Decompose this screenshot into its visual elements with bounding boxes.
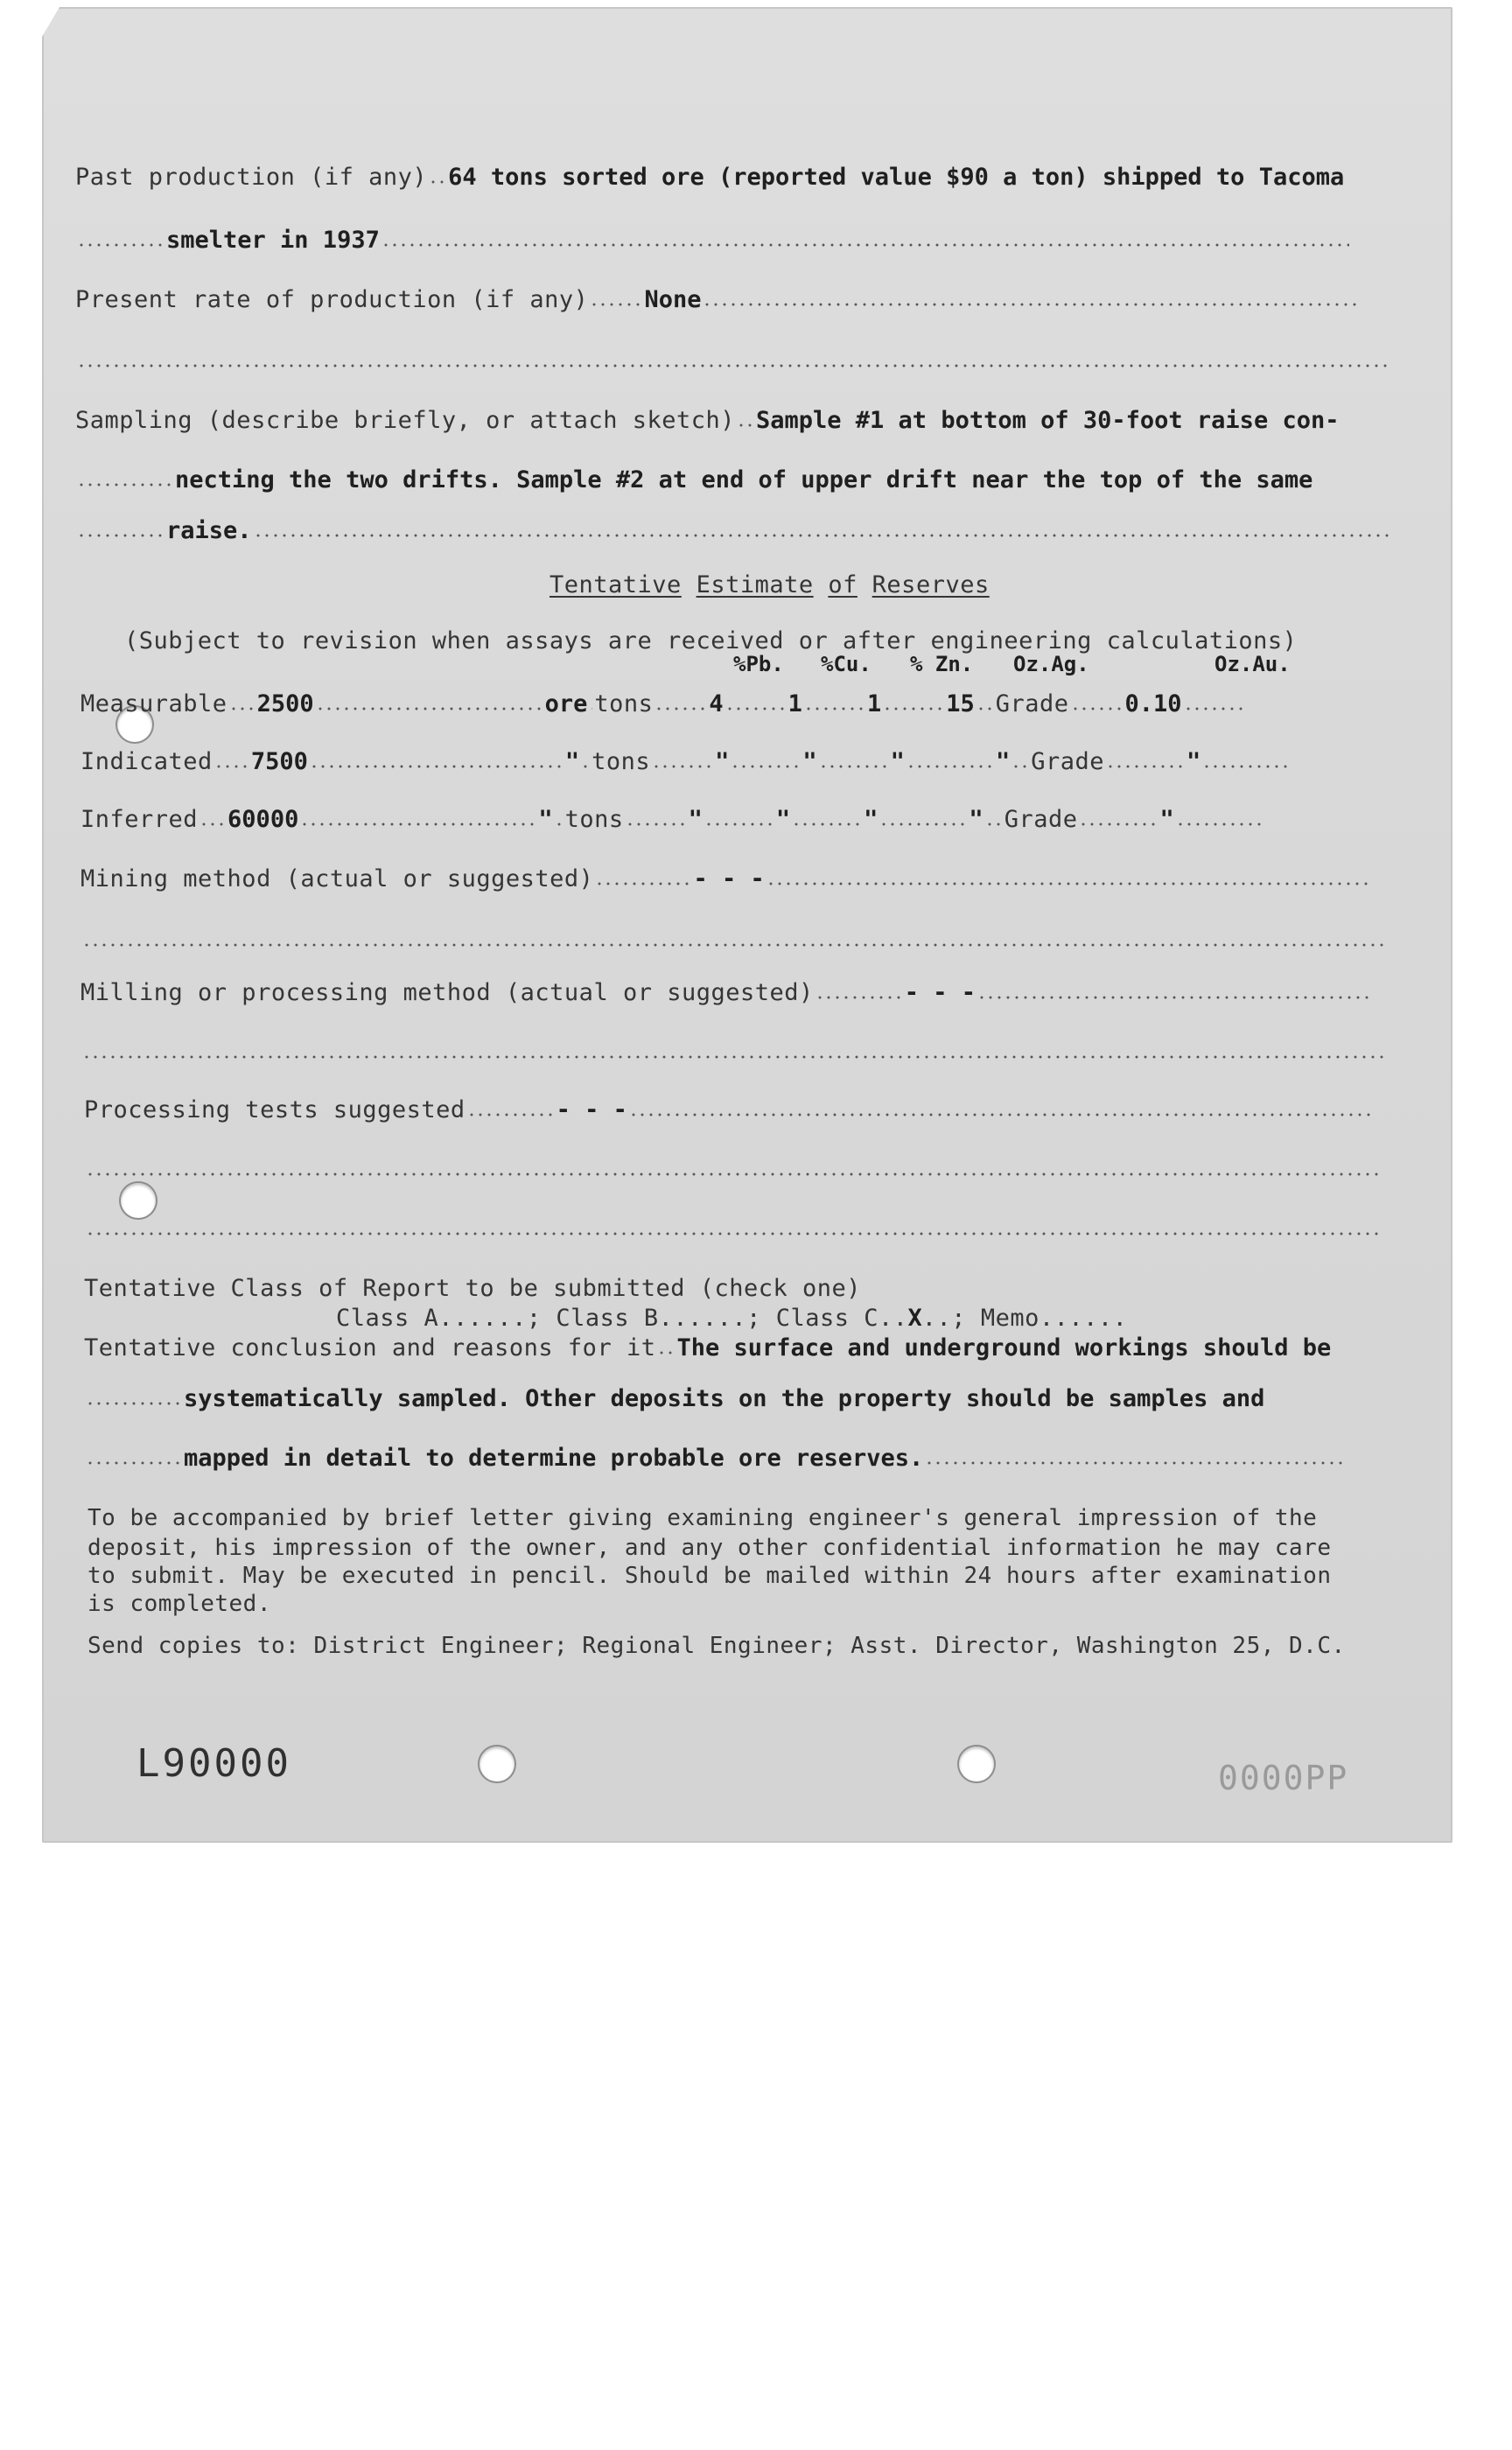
reserve-row-indicated xyxy=(80,747,1292,777)
row-amount: 60000 xyxy=(228,806,299,833)
instructions-line-4: is completed. xyxy=(88,1591,271,1617)
row-unit: tons xyxy=(592,748,651,775)
milling-method-value: - - - xyxy=(904,979,976,1006)
row-material: " xyxy=(538,806,553,833)
col-header-zn: % Zn. xyxy=(910,652,974,676)
class-c-check-mark: X xyxy=(907,1305,922,1332)
processing-tests-line-3 xyxy=(84,1214,1382,1244)
present-rate-line-1 xyxy=(75,285,1361,315)
past-production-line-1 xyxy=(75,163,1344,192)
past-production-line-2 xyxy=(75,226,1351,256)
past-production-value-2: smelter in 1937 xyxy=(166,227,380,254)
row-pb: " xyxy=(688,806,703,833)
instructions-line-2: deposit, his impression of the owner, and any other confidential information he may care xyxy=(88,1535,1332,1561)
processing-tests-value: - - - xyxy=(556,1096,627,1124)
reserves-heading-word-3: of xyxy=(828,571,858,598)
row-amount: 2500 xyxy=(256,690,314,718)
instructions-line-1: To be accompanied by brief letter giving examining engineer's general impression of the xyxy=(88,1505,1318,1531)
row-label: Inferred xyxy=(80,806,199,833)
sampling-line-1 xyxy=(75,406,1339,436)
mining-method-line-2 xyxy=(80,926,1388,956)
processing-tests-label: Processing tests suggested xyxy=(84,1096,466,1124)
reserve-row-inferred xyxy=(80,805,1265,835)
row-label: Measurable xyxy=(80,690,228,718)
sampling-value-2: necting the two drifts. Sample #2 at end of upper drift near the top of the same xyxy=(175,466,1313,494)
milling-method-line-1 xyxy=(80,978,1373,1008)
conclusion-line-3 xyxy=(84,1444,1347,1474)
row-cu: 1 xyxy=(788,690,802,718)
row-au: 0.10 xyxy=(1124,690,1182,718)
reserves-heading-word-1: Tentative xyxy=(550,571,682,598)
past-production-value-1: 64 tons sorted ore (reported value $90 a ton) shipped to Tacoma xyxy=(448,164,1345,191)
row-cu: " xyxy=(775,806,791,833)
conclusion-value-1: The surface and underground workings should be xyxy=(676,1334,1332,1362)
conclusion-label: Tentative conclusion and reasons for it xyxy=(84,1334,656,1362)
col-header-cu: %Cu. xyxy=(821,652,872,676)
reserve-row-measurable xyxy=(80,690,1247,719)
row-grade-label: Grade xyxy=(1004,806,1078,833)
sampling-line-2 xyxy=(75,466,1312,495)
present-rate-label: Present rate of production (if any) xyxy=(75,286,589,313)
row-grade-label: Grade xyxy=(995,690,1069,718)
row-ag: " xyxy=(969,806,984,833)
conclusion-line-1 xyxy=(84,1334,1331,1363)
col-header-au: Oz.Au. xyxy=(1214,652,1291,676)
folded-corner xyxy=(42,7,60,37)
memo-option: Memo...... xyxy=(980,1305,1128,1332)
row-pb: " xyxy=(715,748,730,775)
present-rate-line-2 xyxy=(75,346,1391,376)
row-au: " xyxy=(1186,748,1201,775)
row-zn: " xyxy=(890,748,905,775)
conclusion-line-2 xyxy=(84,1384,1264,1414)
class-c-label: Class C.. xyxy=(775,1305,908,1332)
document-sheet xyxy=(42,7,1452,1843)
processing-tests-line-1 xyxy=(84,1096,1375,1125)
punch-hole-middle xyxy=(121,1183,156,1218)
processing-tests-line-2 xyxy=(84,1155,1382,1185)
punch-hole-bottom-left xyxy=(480,1746,514,1782)
mining-method-line-1 xyxy=(80,864,1372,894)
reserves-heading-word-2: Estimate xyxy=(696,571,814,598)
conclusion-value-2: systematically sampled. Other deposits on the property should be samples and xyxy=(184,1385,1265,1412)
col-header-ag: Oz.Ag. xyxy=(1013,652,1089,676)
row-amount: 7500 xyxy=(250,748,308,775)
instructions-line-3: to submit. May be executed in pencil. Should be mailed within 24 hours after examination xyxy=(88,1563,1332,1589)
sampling-label: Sampling (describe briefly, or attach sketch) xyxy=(75,407,735,434)
row-label: Indicated xyxy=(80,748,213,775)
row-material: " xyxy=(564,748,580,775)
punch-hole-bottom-right xyxy=(959,1746,994,1782)
row-material: ore xyxy=(544,690,588,718)
report-class-label: Tentative Class of Report to be submitted (check one) xyxy=(84,1275,862,1302)
document-number-stamp: L90000 xyxy=(136,1741,291,1786)
row-cu: " xyxy=(802,748,817,775)
milling-method-label: Milling or processing method (actual or suggested) xyxy=(80,979,814,1006)
row-pb: 4 xyxy=(709,690,724,718)
past-production-label: Past production (if any) xyxy=(75,164,428,191)
row-unit: tons xyxy=(594,690,654,718)
row-grade-label: Grade xyxy=(1031,748,1104,775)
reserves-subheading: (Subject to revision when assays are received or after engineering calculations) xyxy=(124,627,1298,654)
send-copies-line: Send copies to: District Engineer; Regional Engineer; Asst. Director, Washington 25, D.C. xyxy=(88,1633,1346,1659)
conclusion-value-3: mapped in detail to determine probable ore reserves. xyxy=(184,1445,924,1472)
mining-method-value: - - - xyxy=(693,865,765,892)
reserves-heading xyxy=(550,570,990,600)
row-au: " xyxy=(1159,806,1174,833)
faded-number-stamp: 0000PP xyxy=(1218,1759,1349,1797)
class-c-end: ..; xyxy=(921,1305,967,1332)
present-rate-value: None xyxy=(644,286,702,313)
mining-method-label: Mining method (actual or suggested) xyxy=(80,865,594,892)
row-zn: " xyxy=(864,806,878,833)
row-unit: tons xyxy=(564,806,624,833)
report-class-options xyxy=(336,1304,1127,1334)
class-b-option: Class B......; xyxy=(556,1305,761,1332)
sampling-value-1: Sample #1 at bottom of 30-foot raise con- xyxy=(756,407,1340,434)
class-a-option: Class A......; xyxy=(336,1305,542,1332)
class-c-option xyxy=(776,1305,966,1332)
row-ag: 15 xyxy=(946,690,975,718)
row-zn: 1 xyxy=(866,690,882,718)
milling-method-line-2 xyxy=(80,1038,1388,1068)
col-header-pb: %Pb. xyxy=(733,652,784,676)
reserves-heading-word-4: Reserves xyxy=(872,571,990,598)
row-ag: " xyxy=(995,748,1011,775)
sampling-line-3 xyxy=(75,516,1393,546)
sampling-value-3: raise. xyxy=(166,517,252,544)
